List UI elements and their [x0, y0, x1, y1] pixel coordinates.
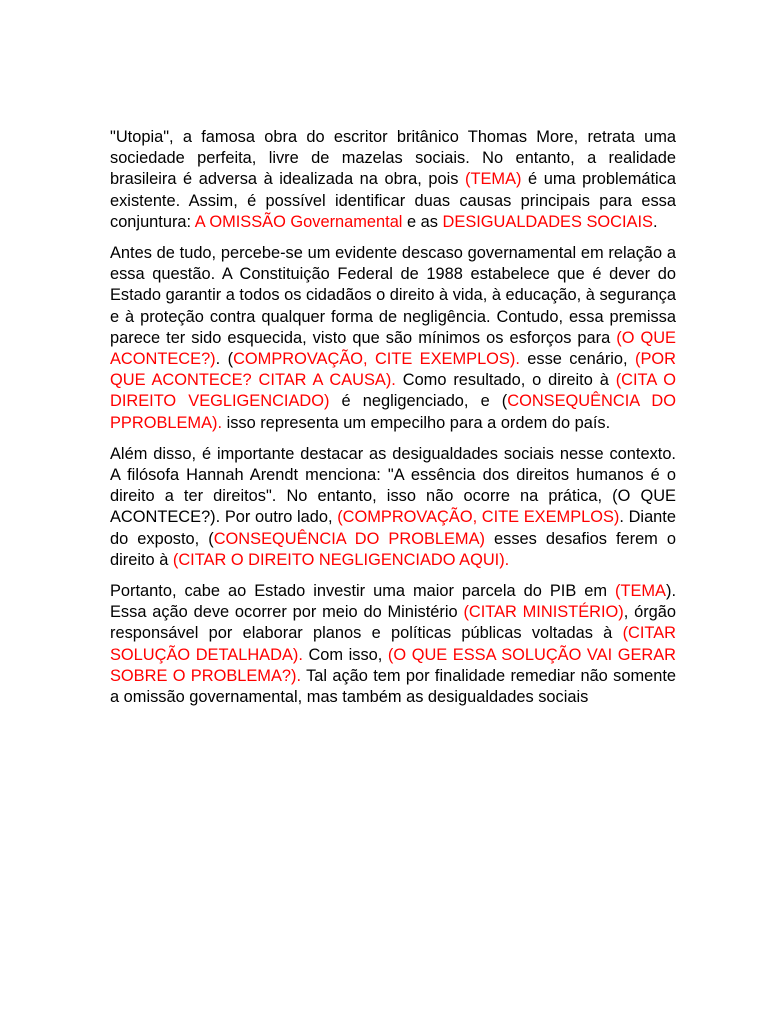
paragraph-intro	[110, 127, 676, 233]
text-segment: é negligenciado, e (	[329, 392, 508, 411]
placeholder-segment: (TEMA)	[465, 170, 522, 189]
text-segment: é uma problemática existente. Assim, é possível identificar duas causas principais para essa conjuntura:	[110, 170, 676, 231]
text-segment: "Utopia", a famosa obra do escritor britânico Thomas More, retrata uma sociedade perfeita, livre de mazelas sociais. No entanto, a realidade brasileira é adversa à idealizada na obra, pois	[110, 128, 676, 189]
paragraph-conclusion	[110, 581, 676, 708]
placeholder-segment: (CITA O DIREITO VEGLIGENCIADO)	[110, 371, 676, 411]
text-segment: esse cenário,	[519, 350, 635, 369]
placeholder-segment: (CITAR MINISTÉRIO)	[463, 603, 624, 622]
placeholder-segment: CONSEQUÊNCIA DO PPROBLEMA).	[110, 392, 676, 432]
text-segment: .	[652, 212, 658, 231]
placeholder-segment: (TEMA	[614, 582, 666, 601]
text-segment: Antes de tudo, percebe-se um evidente descaso governamental em relação a essa questão. A Constituição Federal de 1988 estabelece que é dever do Estado garantir a todos os cidadãos o direito à vida, à educação, à segurança e à proteção contra qualquer forma de negligência. Contudo, essa premissa parece ter sido esquecida, visto que são mínimos os esforços para	[110, 244, 676, 347]
text-segment: isso representa um empecilho para a ordem do país.	[222, 413, 611, 432]
placeholder-segment: (POR QUE ACONTECE? CITAR A CAUSA).	[110, 350, 676, 390]
essay-body	[110, 127, 676, 718]
text-segment: Além disso, é importante destacar as desigualdades sociais nesse contexto. A filósofa Hannah Arendt menciona: "A essência dos direitos humanos é o direito a ter direitos". No entanto, isso não ocorre na prática, (O QUE ACONTECE?). Por outro lado,	[110, 444, 676, 527]
placeholder-segment: (COMPROVAÇÃO, CITE EXEMPLOS)	[337, 508, 620, 527]
paragraph-development-1	[110, 243, 676, 434]
placeholder-segment: (CITAR SOLUÇÃO DETALHADA).	[110, 624, 676, 664]
text-segment: e as	[402, 212, 443, 231]
text-segment: , órgão responsável por elaborar planos e políticas públicas voltadas à	[110, 603, 677, 643]
text-segment: ). Essa ação deve ocorrer por meio do Ministério	[110, 582, 676, 622]
placeholder-segment: A OMISSÃO Governamental	[194, 212, 403, 231]
placeholder-segment: DESIGUALDADES SOCIAIS	[442, 212, 653, 231]
text-segment: . Diante do exposto, (	[110, 508, 676, 548]
paragraph-development-2	[110, 444, 676, 571]
text-segment: esses desafios ferem o direito à	[110, 529, 676, 569]
text-segment: Com isso,	[302, 645, 388, 664]
placeholder-segment: (O QUE ESSA SOLUÇÃO VAI GERAR SOBRE O PROBLEMA?).	[110, 645, 676, 685]
text-segment: Tal ação tem por finalidade remediar não somente a omissão governamental, mas também as desigualdades sociais	[110, 666, 677, 707]
text-segment: . (	[215, 350, 234, 369]
placeholder-segment: (O QUE ACONTECE?)	[110, 328, 676, 369]
text-segment: Como resultado, o direito à	[395, 371, 616, 390]
placeholder-segment: (CITAR O DIREITO NEGLIGENCIADO AQUI).	[172, 550, 510, 569]
placeholder-segment: COMPROVAÇÃO, CITE EXEMPLOS).	[233, 350, 520, 369]
placeholder-segment: CONSEQUÊNCIA DO PROBLEMA)	[213, 529, 485, 548]
text-segment: Portanto, cabe ao Estado investir uma maior parcela do PIB em	[110, 582, 615, 601]
